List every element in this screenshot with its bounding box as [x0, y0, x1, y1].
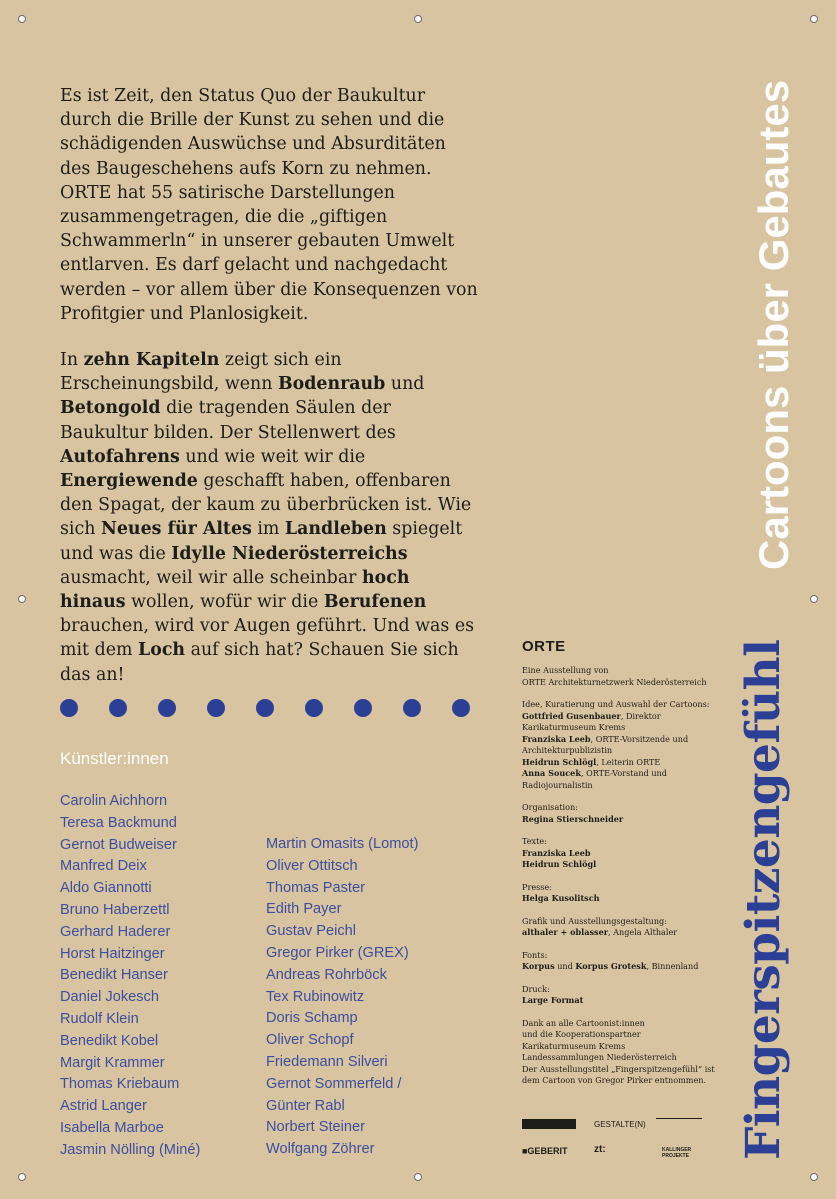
- bold-text: Landleben: [284, 519, 387, 540]
- credit-block: [522, 836, 722, 871]
- kultur-logo: [522, 1119, 576, 1129]
- bold-text: Idylle Niederösterreichs: [171, 543, 408, 564]
- text-run: und die Kooperationspartner: [522, 1029, 641, 1039]
- text-run: zeigt sich ein Erscheinungsbild, wenn: [60, 350, 342, 395]
- artist-name: Thomas Kriebaum: [60, 1076, 180, 1093]
- bold-text: Franziska Leeb: [522, 733, 591, 744]
- text-run: In: [60, 350, 84, 371]
- text-run: ORTE Architekturnetzwerk Niederösterreich: [522, 676, 707, 687]
- gestalten-logo: GESTALTE(N): [594, 1120, 646, 1129]
- artist-name: Teresa Backmund: [60, 814, 177, 831]
- artist-name: Aldo Giannotti: [60, 880, 152, 897]
- bold-text: Energiewende: [60, 471, 198, 492]
- bold-text: Anna Soucek: [522, 768, 581, 778]
- sponsor-logos: [522, 1116, 722, 1164]
- dot-marker: [354, 699, 372, 717]
- bold-text: Franziska Leeb: [522, 847, 591, 858]
- bold-text: Korpus Grotesk: [575, 961, 647, 971]
- artist-name: Isabella Marboe: [60, 1119, 164, 1136]
- grommet-hole: [810, 15, 818, 23]
- grommet-hole: [18, 15, 26, 23]
- artist-name: Gernot Budweiser: [60, 836, 177, 853]
- artists-list-1: [60, 791, 200, 1162]
- text-run: , Binnenland: [646, 961, 699, 971]
- bold-text: Autofahrens: [60, 446, 180, 467]
- artist-name: Carolin Aichhorn: [60, 793, 168, 809]
- artist-name: Bruno Haberzettl: [60, 901, 170, 918]
- dot-marker: [158, 699, 176, 717]
- bold-text: zehn Kapiteln: [83, 350, 220, 371]
- text-run: , Direktor: [620, 710, 661, 721]
- subtitle-vertical: Cartoons über Gebautes: [750, 79, 797, 570]
- bold-text: Berufenen: [323, 592, 427, 613]
- artist-name: Benedikt Kobel: [60, 1032, 159, 1049]
- credit-block: [522, 916, 722, 939]
- credit-block: [522, 802, 722, 825]
- intro-paragraph-1: Es ist Zeit, den Status Quo der Baukultur durch die Brille der Kunst zu sehen und die schädigenden Auswüchse und Absurditäten des Baugeschehens aufs Korn zu nehmen. ORTE hat 55 satirische Darstellungen zusammengetragen, die die „giftigen Schwammerln“ in unserer gebauten Umwelt entlarven. Es darf gelacht und nachgedacht werden – vor allem über die Konsequenzen von Profitgier und Planlosigkeit.: [60, 86, 478, 324]
- artist-name: Margit Krammer: [60, 1054, 165, 1071]
- artist-name: Günter Rabl: [266, 1097, 345, 1114]
- grommet-hole: [414, 1173, 422, 1181]
- dot-divider: [60, 699, 470, 717]
- text-run: wollen, wofür wir die: [125, 592, 324, 613]
- artist-name: Manfred Deix: [60, 858, 147, 875]
- credit-block: [522, 1018, 722, 1087]
- kallinger-logo: KALLINGER PROJEKTE: [662, 1147, 692, 1159]
- dot-marker: [207, 699, 225, 717]
- text-run: geschafft haben, offenbaren den Spagat, der kaum zu überbrücken ist. Wie sich: [60, 471, 472, 540]
- text-run: Dank an alle Cartoonist:innen: [522, 1017, 645, 1028]
- text-run: auf sich hat? Schauen Sie sich das an!: [60, 640, 459, 685]
- bold-text: Betongold: [60, 398, 161, 419]
- text-run: Organisation:: [522, 802, 578, 812]
- text-run: Karikaturmuseum Krems: [522, 1040, 626, 1051]
- text-run: Grafik und Ausstellungsgestaltung:: [522, 915, 667, 926]
- bold-text: althaler + oblasser: [522, 927, 608, 937]
- artist-name: Gerhard Haderer: [60, 923, 171, 940]
- bundesministerium-logo: [656, 1118, 702, 1129]
- artist-name: Oliver Schopf: [266, 1032, 354, 1049]
- grommet-hole: [18, 595, 26, 603]
- artist-name: Friedemann Silveri: [266, 1053, 388, 1070]
- credit-block: [522, 699, 722, 791]
- text-run: brauchen, wird vor Augen geführt. Und was es mit dem: [60, 616, 475, 661]
- text-run: Presse:: [522, 881, 552, 892]
- bold-text: Korpus: [522, 961, 555, 971]
- artist-name: Astrid Langer: [60, 1098, 147, 1115]
- intro-paragraph-2: [60, 348, 480, 687]
- bold-text: Large Format: [522, 995, 584, 1005]
- artist-name: Edith Payer: [266, 901, 342, 918]
- text-run: die tragenden Säulen der Baukultur bilden. Der Stellenwert des: [60, 398, 396, 443]
- grommet-hole: [18, 1173, 26, 1181]
- bold-text: Neues für Altes: [100, 519, 252, 540]
- artist-name: Andreas Rohrböck: [266, 966, 387, 983]
- credit-block: [522, 665, 722, 688]
- title-vertical: Fingerspitzengefühl: [736, 639, 791, 1160]
- grommet-hole: [810, 1173, 818, 1181]
- artist-name: Thomas Paster: [266, 879, 365, 896]
- text-run: Fonts:: [522, 949, 548, 960]
- text-run: Der Ausstellungstitel „Fingerspitzengefühl“ ist: [522, 1063, 715, 1074]
- artist-name: Martin Omasits (Lomot): [266, 836, 419, 852]
- orte-logo: ORTE: [522, 638, 566, 655]
- text-run: im: [251, 519, 285, 540]
- text-run: Idee, Kuratierung und Auswahl der Cartoons:: [522, 699, 710, 709]
- text-run: Druck:: [522, 983, 550, 994]
- artist-name: Gernot Sommerfeld /: [266, 1075, 402, 1092]
- text-run: spiegelt und was die: [60, 519, 463, 564]
- dot-marker: [109, 699, 127, 717]
- dot-marker: [403, 699, 421, 717]
- credit-block: [522, 984, 722, 1007]
- intro-text: [60, 84, 480, 687]
- text-run: und: [385, 374, 425, 395]
- artist-name: Tex Rubinowitz: [266, 988, 365, 1005]
- text-run: Texte:: [522, 836, 547, 846]
- dot-marker: [60, 699, 78, 717]
- bold-text: Loch: [138, 640, 186, 661]
- text-run: , ORTE-Vorstand und: [580, 768, 667, 778]
- text-run: und wie weit wir die: [179, 446, 366, 467]
- artist-name: Doris Schamp: [266, 1010, 358, 1027]
- dot-marker: [452, 699, 470, 717]
- grommet-hole: [414, 15, 422, 23]
- text-run: , Angela Althaler: [608, 927, 678, 937]
- grommet-hole: [810, 595, 818, 603]
- artist-name: Norbert Steiner: [266, 1119, 365, 1136]
- bold-text: Heidrun Schlögl: [522, 756, 597, 767]
- credit-blocks: [522, 665, 722, 1087]
- bold-text: Regina Stierschneider: [522, 813, 624, 824]
- text-run: Architekturpublizistin: [522, 745, 613, 755]
- bold-text: Bodenraub: [277, 374, 386, 395]
- bold-text: Helga Kusolitsch: [522, 893, 600, 903]
- artists-list-2: [266, 834, 418, 1161]
- text-run: Radiojournalistin: [522, 779, 593, 790]
- credit-block: [522, 950, 722, 973]
- artist-name: Jasmin Nölling (Miné): [60, 1141, 201, 1158]
- artist-name: Daniel Jokesch: [60, 989, 159, 1006]
- artist-name: Gustav Peichl: [266, 923, 357, 940]
- text-run: Karikaturmuseum Krems: [522, 722, 626, 732]
- text-run: Eine Ausstellung von: [522, 665, 609, 675]
- text-run: ausmacht, weil wir alle scheinbar: [60, 567, 363, 588]
- credits: [522, 638, 722, 1098]
- text-run: , Leiterin ORTE: [596, 756, 661, 767]
- bold-text: Gottfried Gusenbauer: [522, 710, 621, 721]
- artist-name: Horst Haitzinger: [60, 945, 165, 962]
- dot-marker: [305, 699, 323, 717]
- artists-heading: Künstler:innen: [60, 749, 169, 768]
- text-run: , ORTE-Vorsitzende und: [590, 733, 689, 744]
- zt-logo: zt:: [594, 1144, 606, 1155]
- dot-marker: [256, 699, 274, 717]
- bold-text: hoch hinaus: [60, 567, 410, 613]
- artist-name: Rudolf Klein: [60, 1010, 139, 1027]
- artist-name: Benedikt Hanser: [60, 967, 168, 984]
- text-run: Landessammlungen Niederösterreich: [522, 1052, 677, 1062]
- text-run: und: [554, 961, 576, 971]
- artist-name: Gregor Pirker (GREX): [266, 944, 409, 961]
- artist-name: Oliver Ottitsch: [266, 857, 358, 874]
- artist-name: Wolfgang Zöhrer: [266, 1141, 375, 1158]
- bold-text: Heidrun Schlögl: [522, 859, 597, 869]
- text-run: dem Cartoon von Gregor Pirker entnommen.: [522, 1075, 707, 1085]
- credit-block: [522, 882, 722, 905]
- geberit-logo: ■GEBERIT: [522, 1146, 568, 1156]
